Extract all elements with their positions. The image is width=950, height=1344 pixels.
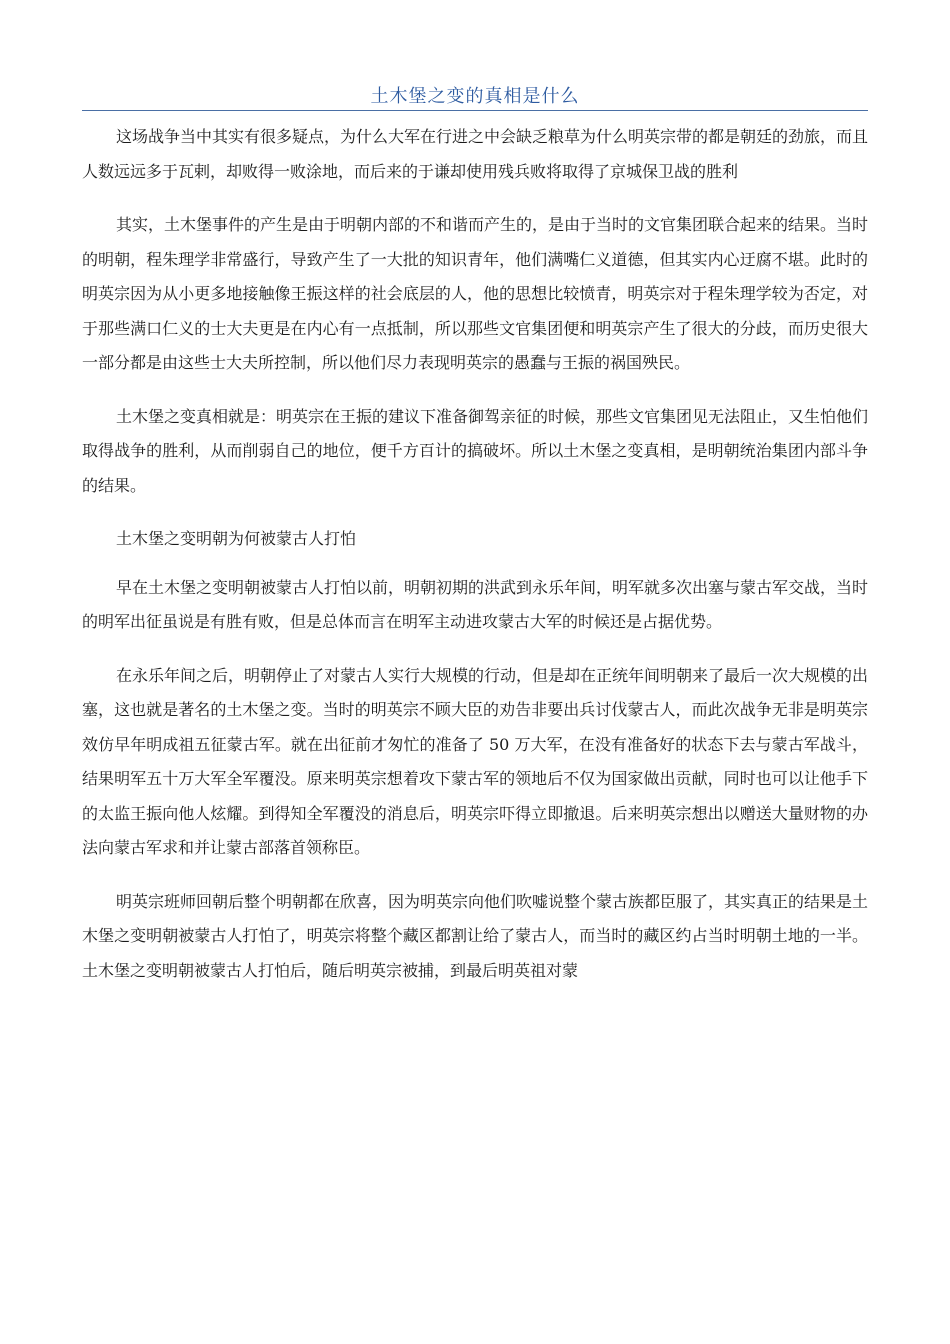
paragraph-5: 在永乐年间之后，明朝停止了对蒙古人实行大规模的行动，但是却在正统年间明朝来了最后一次大规模的出塞，这也就是著名的土木堡之变。当时的明英宗不顾大臣的劝告非要出兵讨伐蒙古人，而此次战争无非是明英宗效仿早年明成祖五征蒙古军。就在出征前才匆忙的准备了 50 万大军，在没有准备好的状态下去与蒙古军战斗，结果明军五十万大军全军覆没。原来明英宗想着攻下蒙古军的领地后不仅为国家做出贡献，同时也可以让他手下的太监王振向他人炫耀。到得知全军覆没的消息后，明英宗吓得立即撤退。后来明英宗想出以赠送大量财物的办法向蒙古军求和并让蒙古部落首领称臣。	[82, 665, 869, 857]
document-title: 土木堡之变的真相是什么	[370, 86, 580, 107]
document-body	[82, 120, 868, 1007]
paragraph-4: 早在土木堡之变明朝被蒙古人打怕以前，明朝初期的洪武到永乐年间，明军就多次出塞与蒙古军交战，当时的明军出征虽说是有胜有败，但是总体而言在明军主动进攻蒙古大军的时候还是占据优势。	[82, 577, 869, 631]
document-header	[82, 80, 868, 111]
paragraph-3: 土木堡之变真相就是：明英宗在王振的建议下准备御驾亲征的时候，那些文官集团见无法阻止，又生怕他们取得战争的胜利，从而削弱自己的地位，便千方百计的搞破坏。所以土木堡之变真相，是明朝统治集团内部斗争的结果。	[82, 406, 869, 495]
paragraph-1: 这场战争当中其实有很多疑点，为什么大军在行进之中会缺乏粮草为什么明英宗带的都是朝廷的劲旅，而且人数远远多于瓦剌，却败得一败涂地，而后来的于谦却使用残兵败将取得了京城保卫战的胜利	[82, 127, 869, 181]
paragraph-6: 明英宗班师回朝后整个明朝都在欣喜，因为明英宗向他们吹嘘说整个蒙古族都臣服了，其实真正的结果是土木堡之变明朝被蒙古人打怕了，明英宗将整个藏区都割让给了蒙古人，而当时的藏区约占当时明朝土地的一半。土木堡之变明朝被蒙古人打怕后，随后明英宗被捕，到最后明英祖对蒙	[82, 891, 869, 980]
section-subheading: 土木堡之变明朝为何被蒙古人打怕	[116, 529, 357, 548]
paragraph-2: 其实，土木堡事件的产生是由于明朝内部的不和谐而产生的，是由于当时的文官集团联合起来的结果。当时的明朝，程朱理学非常盛行，导致产生了一大批的知识青年，他们满嘴仁义道德，但其实内心迂腐不堪。此时的明英宗因为从小更多地接触像王振这样的社会底层的人，他的思想比较愤青，明英宗对于程朱理学较为否定，对于那些满口仁义的士大夫更是在内心有一点抵制，所以那些文官集团便和明英宗产生了很大的分歧，而历史很大一部分都是由这些士大夫所控制，所以他们尽力表现明英宗的愚蠢与王振的祸国殃民。	[82, 215, 869, 372]
